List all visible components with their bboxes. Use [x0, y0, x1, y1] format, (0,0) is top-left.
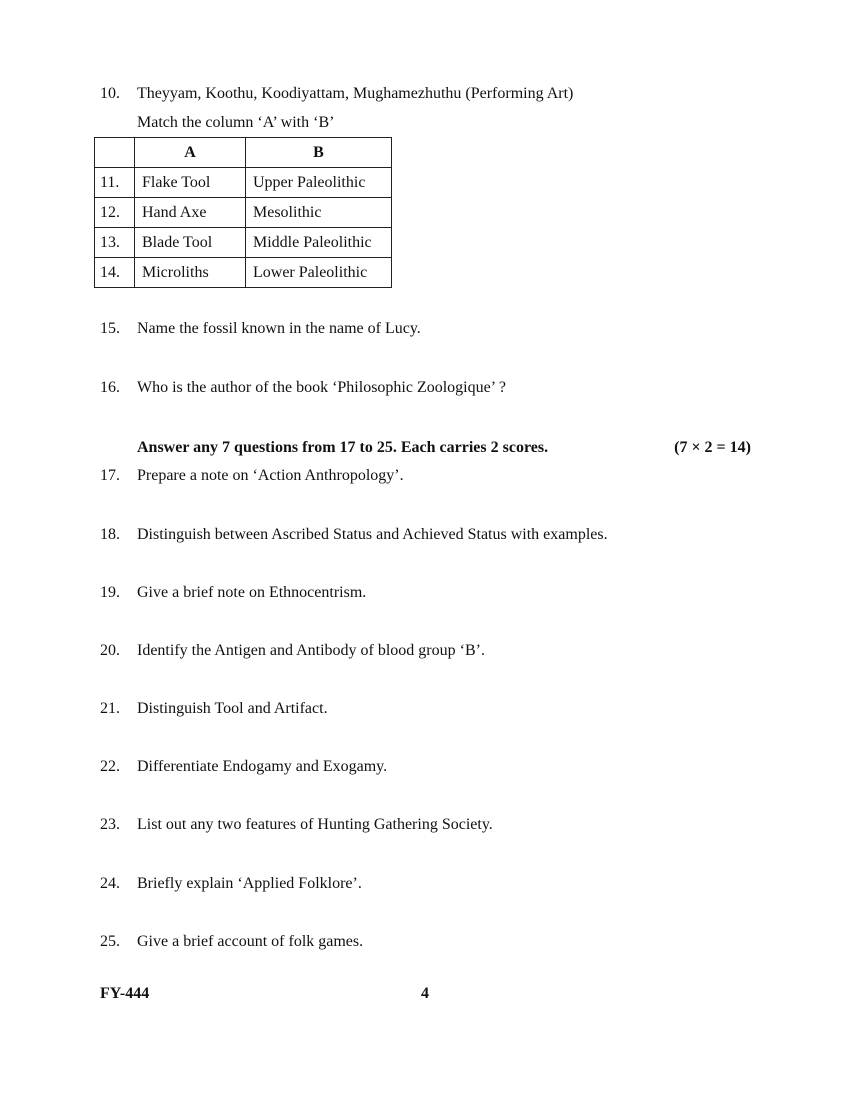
question-24 — [0, 873, 850, 895]
question-21 — [0, 698, 850, 720]
column-a-cell: Microliths — [135, 258, 246, 288]
question-text: Give a brief note on Ethnocentrism. — [137, 584, 367, 601]
question-17 — [0, 465, 850, 487]
question-number: 22. — [100, 758, 120, 775]
paper-code: FY-444 — [100, 985, 150, 1002]
row-number: 12. — [95, 198, 135, 228]
question-text: Differentiate Endogamy and Exogamy. — [137, 758, 388, 775]
table-row — [95, 228, 392, 258]
question-16 — [0, 377, 850, 399]
column-a-cell: Flake Tool — [135, 168, 246, 198]
table-row — [95, 258, 392, 288]
question-number: 25. — [100, 933, 120, 950]
section-instruction — [137, 437, 751, 459]
column-b-cell: Middle Paleolithic — [246, 228, 392, 258]
question-text: List out any two features of Hunting Gathering Society. — [137, 816, 493, 833]
row-number: 13. — [95, 228, 135, 258]
question-25 — [0, 931, 850, 953]
row-number: 11. — [95, 168, 135, 198]
column-b-cell: Lower Paleolithic — [246, 258, 392, 288]
question-number: 20. — [100, 642, 120, 659]
question-text: Distinguish Tool and Artifact. — [137, 700, 328, 717]
question-23 — [0, 814, 850, 836]
section-marks: (7 × 2 = 14) — [674, 439, 751, 456]
question-number: 15. — [100, 320, 120, 337]
question-number: 21. — [100, 700, 120, 717]
question-number: 19. — [100, 584, 120, 601]
column-a-cell: Hand Axe — [135, 198, 246, 228]
question-text: Name the fossil known in the name of Lucy. — [137, 320, 421, 337]
question-text: Identify the Antigen and Antibody of blood group ‘B’. — [137, 642, 485, 659]
question-number: 18. — [100, 526, 120, 543]
table-header-row — [95, 138, 392, 168]
question-text: Distinguish between Ascribed Status and Achieved Status with examples. — [137, 526, 608, 543]
page-number: 4 — [421, 985, 429, 1002]
question-15 — [0, 318, 850, 340]
question-text: Briefly explain ‘Applied Folklore’. — [137, 875, 362, 892]
question-19 — [0, 582, 850, 604]
header-column-a: A — [135, 138, 246, 168]
question-text: Who is the author of the book ‘Philosophic Zoologique’ ? — [137, 379, 506, 396]
question-number: 10. — [100, 85, 120, 102]
question-text: Theyyam, Koothu, Koodiyattam, Mughamezhuthu (Performing Art) — [137, 85, 574, 102]
match-instruction: Match the column ‘A’ with ‘B’ — [137, 114, 335, 131]
question-text: Give a brief account of folk games. — [137, 933, 364, 950]
column-b-cell: Mesolithic — [246, 198, 392, 228]
question-20 — [0, 640, 850, 662]
section-instruction-text: Answer any 7 questions from 17 to 25. Each carries 2 scores. — [137, 439, 549, 456]
table-row — [95, 198, 392, 228]
question-number: 23. — [100, 816, 120, 833]
question-number: 24. — [100, 875, 120, 892]
row-number: 14. — [95, 258, 135, 288]
question-22 — [0, 756, 850, 778]
question-text: Prepare a note on ‘Action Anthropology’. — [137, 467, 404, 484]
question-10 — [0, 83, 850, 105]
question-18 — [0, 524, 850, 546]
header-number-cell — [95, 138, 135, 168]
question-number: 17. — [100, 467, 120, 484]
table-row — [95, 168, 392, 198]
match-table — [94, 137, 392, 288]
header-column-b: B — [246, 138, 392, 168]
column-a-cell: Blade Tool — [135, 228, 246, 258]
question-number: 16. — [100, 379, 120, 396]
column-b-cell: Upper Paleolithic — [246, 168, 392, 198]
